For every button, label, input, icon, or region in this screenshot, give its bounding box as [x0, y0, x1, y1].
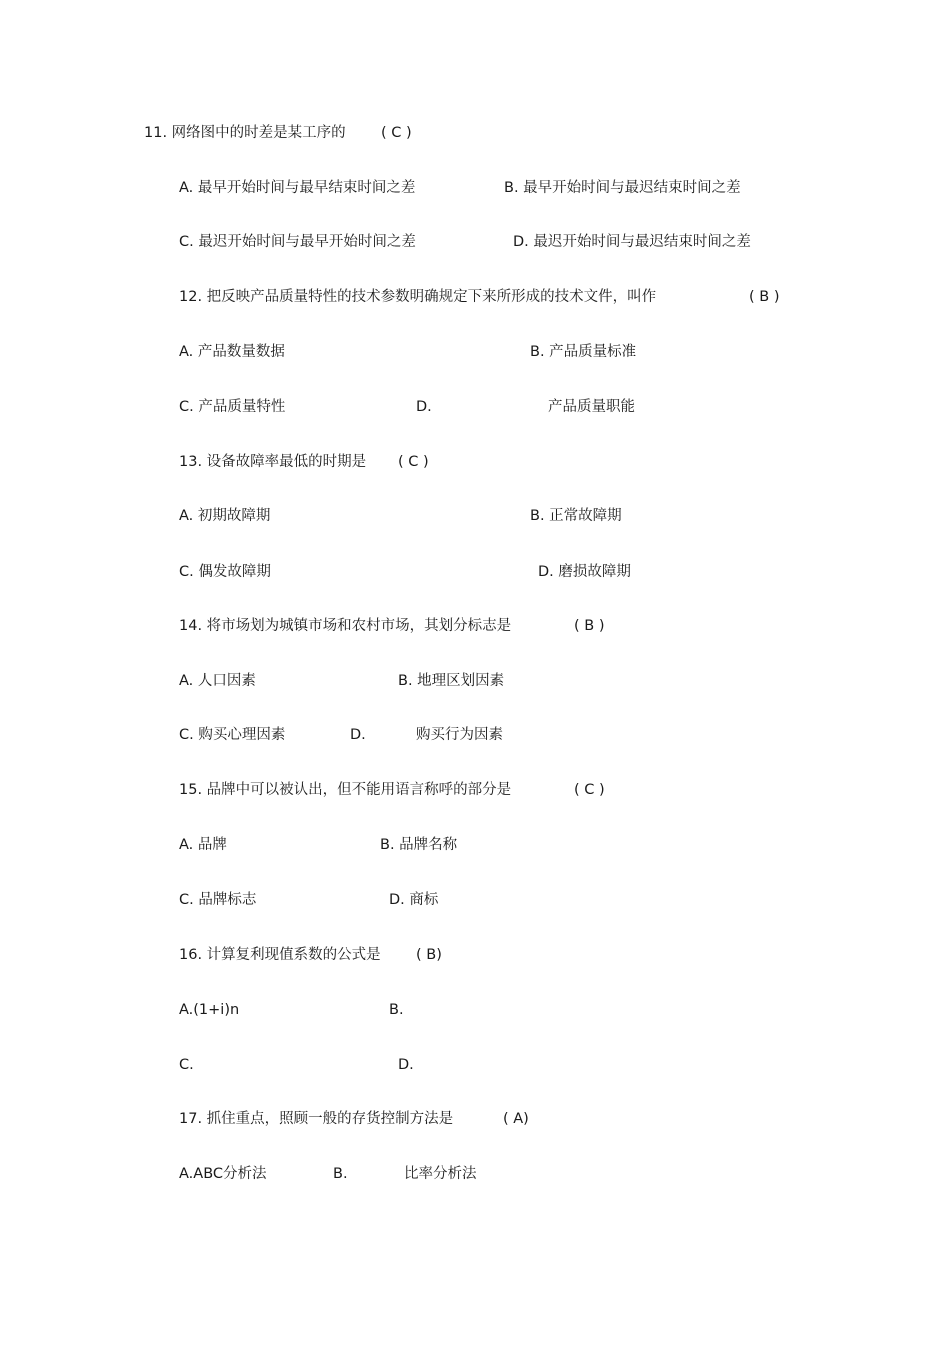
question-16-answer: ( B) [416, 947, 442, 963]
question-15-stem: 15. 品牌中可以被认出，但不能用语言称呼的部分是 [179, 782, 512, 798]
option-b: B. 正常故障期 [530, 508, 622, 524]
option-d: D. 最迟开始时间与最迟结束时间之差 [513, 234, 751, 250]
option-a: A.ABC分析法 [179, 1166, 267, 1182]
question-12-stem: 12. 把反映产品质量特性的技术参数明确规定下来所形成的技术文件，叫作 [179, 289, 657, 305]
option-c: C. [179, 1057, 194, 1073]
question-13-stem: 13. 设备故障率最低的时期是 [179, 454, 367, 470]
option-a: A. 最早开始时间与最早结束时间之差 [179, 180, 416, 196]
option-d: D. 磨损故障期 [538, 564, 631, 580]
option-b: B. 最早开始时间与最迟结束时间之差 [504, 180, 741, 196]
question-17-stem: 17. 抓住重点，照顾一般的存货控制方法是 [179, 1111, 454, 1127]
answer-label: ( C ) [381, 125, 412, 141]
option-a: A. 产品数量数据 [179, 344, 285, 360]
option-a: A. 人口因素 [179, 673, 256, 689]
option-d-label: D. [350, 727, 366, 743]
option-a: A. 品牌 [179, 837, 227, 853]
option-d-label: D. [416, 399, 432, 415]
question-11-answer [381, 123, 412, 143]
option-c: C. 最迟开始时间与最早开始时间之差 [179, 234, 416, 250]
option-b: B. [389, 1002, 404, 1018]
question-14-answer: ( B ) [574, 618, 605, 634]
option-d: D. [398, 1057, 414, 1073]
option-c: C. 品牌标志 [179, 892, 257, 908]
option-d-text: 产品质量职能 [548, 399, 635, 415]
option-a: A.(1+i)n [179, 1002, 240, 1018]
option-c: C. 产品质量特性 [179, 399, 286, 415]
option-b: B. 地理区划因素 [398, 673, 505, 689]
option-b: B. 品牌名称 [380, 837, 458, 853]
question-stem: 11. 网络图中的时差是某工序的 [144, 125, 346, 141]
question-14-stem: 14. 将市场划为城镇市场和农村市场，其划分标志是 [179, 618, 512, 634]
option-c: C. 偶发故障期 [179, 564, 271, 580]
option-c: C. 购买心理因素 [179, 727, 286, 743]
option-d-text: 购买行为因素 [416, 727, 503, 743]
option-b-text: 比率分析法 [404, 1166, 477, 1182]
option-a: A. 初期故障期 [179, 508, 271, 524]
option-b: B. 产品质量标准 [530, 344, 637, 360]
question-17-answer: ( A) [503, 1111, 529, 1127]
question-13-answer: ( C ) [398, 454, 429, 470]
question-12-answer: ( B ) [749, 289, 780, 305]
question-11-stem [144, 123, 346, 143]
option-b-label: B. [333, 1166, 348, 1182]
question-15-answer: ( C ) [574, 782, 605, 798]
option-d: D. 商标 [389, 892, 439, 908]
question-16-stem: 16. 计算复利现值系数的公式是 [179, 947, 381, 963]
